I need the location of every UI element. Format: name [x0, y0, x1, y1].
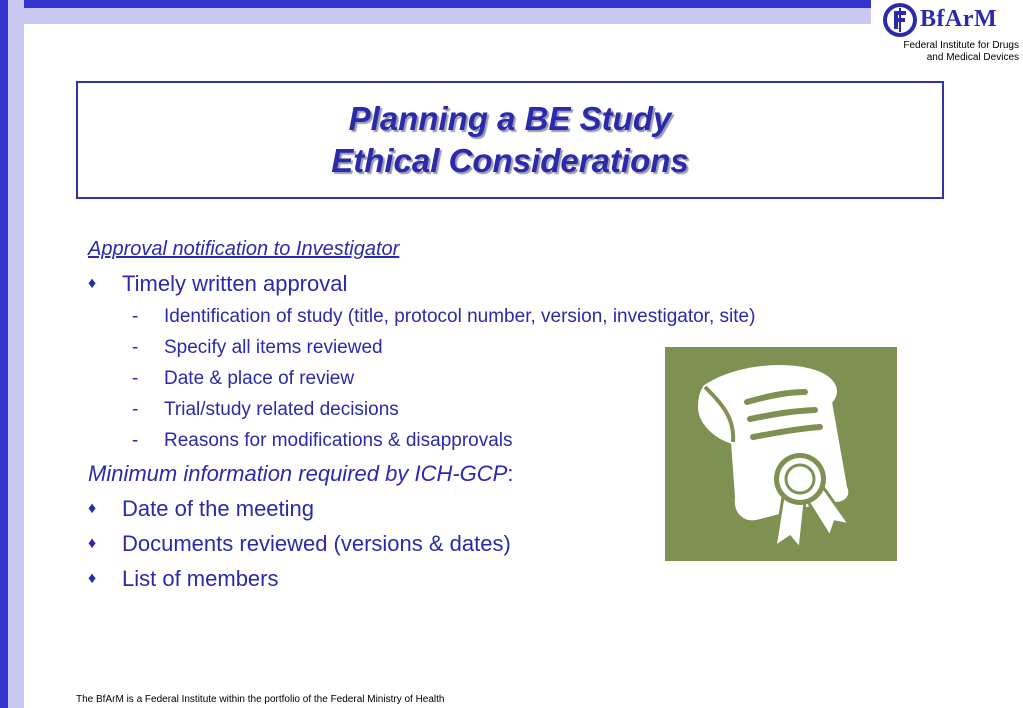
dash-marker: - — [132, 336, 139, 358]
dash-marker: - — [132, 398, 139, 420]
sub-item-text: Reasons for modifications & disapprovals — [164, 429, 513, 451]
section1-heading: Approval notification to Investigator — [88, 238, 400, 260]
bullet-item — [88, 561, 908, 596]
sub-item-text: Date & place of review — [164, 367, 355, 389]
bullet-text: List of members — [122, 565, 279, 591]
title-box — [76, 81, 944, 199]
dash-marker: - — [132, 305, 139, 327]
diamond-bullet-icon: ♦ — [88, 569, 97, 587]
bullet-text: Timely written approval — [122, 270, 348, 296]
diamond-bullet-icon: ♦ — [88, 534, 97, 552]
title-line2: Ethical Considerations — [331, 142, 689, 179]
logo-subtitle-line2: and Medical Devices — [926, 52, 1019, 63]
diamond-bullet-icon: ♦ — [88, 274, 97, 292]
logo-wordmark: BfArM — [920, 6, 998, 32]
top-frame-bar — [0, 0, 1023, 24]
footer-note: The BfArM is a Federal Institute within the portfolio of the Federal Ministry of Health — [76, 694, 445, 705]
sub-item — [88, 301, 908, 332]
bullet-text: Date of the meeting — [122, 495, 315, 521]
sub-item-text: Identification of study (title, protocol number, version, investigator, site) — [164, 305, 756, 327]
logo-subtitle-line1: Federal Institute for Drugs — [903, 40, 1019, 51]
bfarm-emblem-icon — [882, 2, 918, 38]
diamond-bullet-icon: ♦ — [88, 499, 97, 517]
bullet-text: Documents reviewed (versions & dates) — [122, 530, 511, 556]
dash-marker: - — [132, 367, 139, 389]
logo-subtitle — [903, 40, 1019, 64]
title-line1: Planning a BE Study — [348, 100, 672, 137]
dash-marker: - — [132, 429, 139, 451]
bullet-item — [88, 266, 908, 301]
section2-heading-text: Minimum information required by ICH-GCP — [88, 461, 508, 486]
certificate-scroll-icon — [665, 347, 897, 561]
left-frame-bar — [0, 0, 24, 708]
certificate-illustration — [665, 347, 897, 561]
sub-item-text: Specify all items reviewed — [164, 336, 383, 358]
section2-colon: : — [507, 461, 514, 486]
sub-item-text: Trial/study related decisions — [164, 398, 399, 420]
